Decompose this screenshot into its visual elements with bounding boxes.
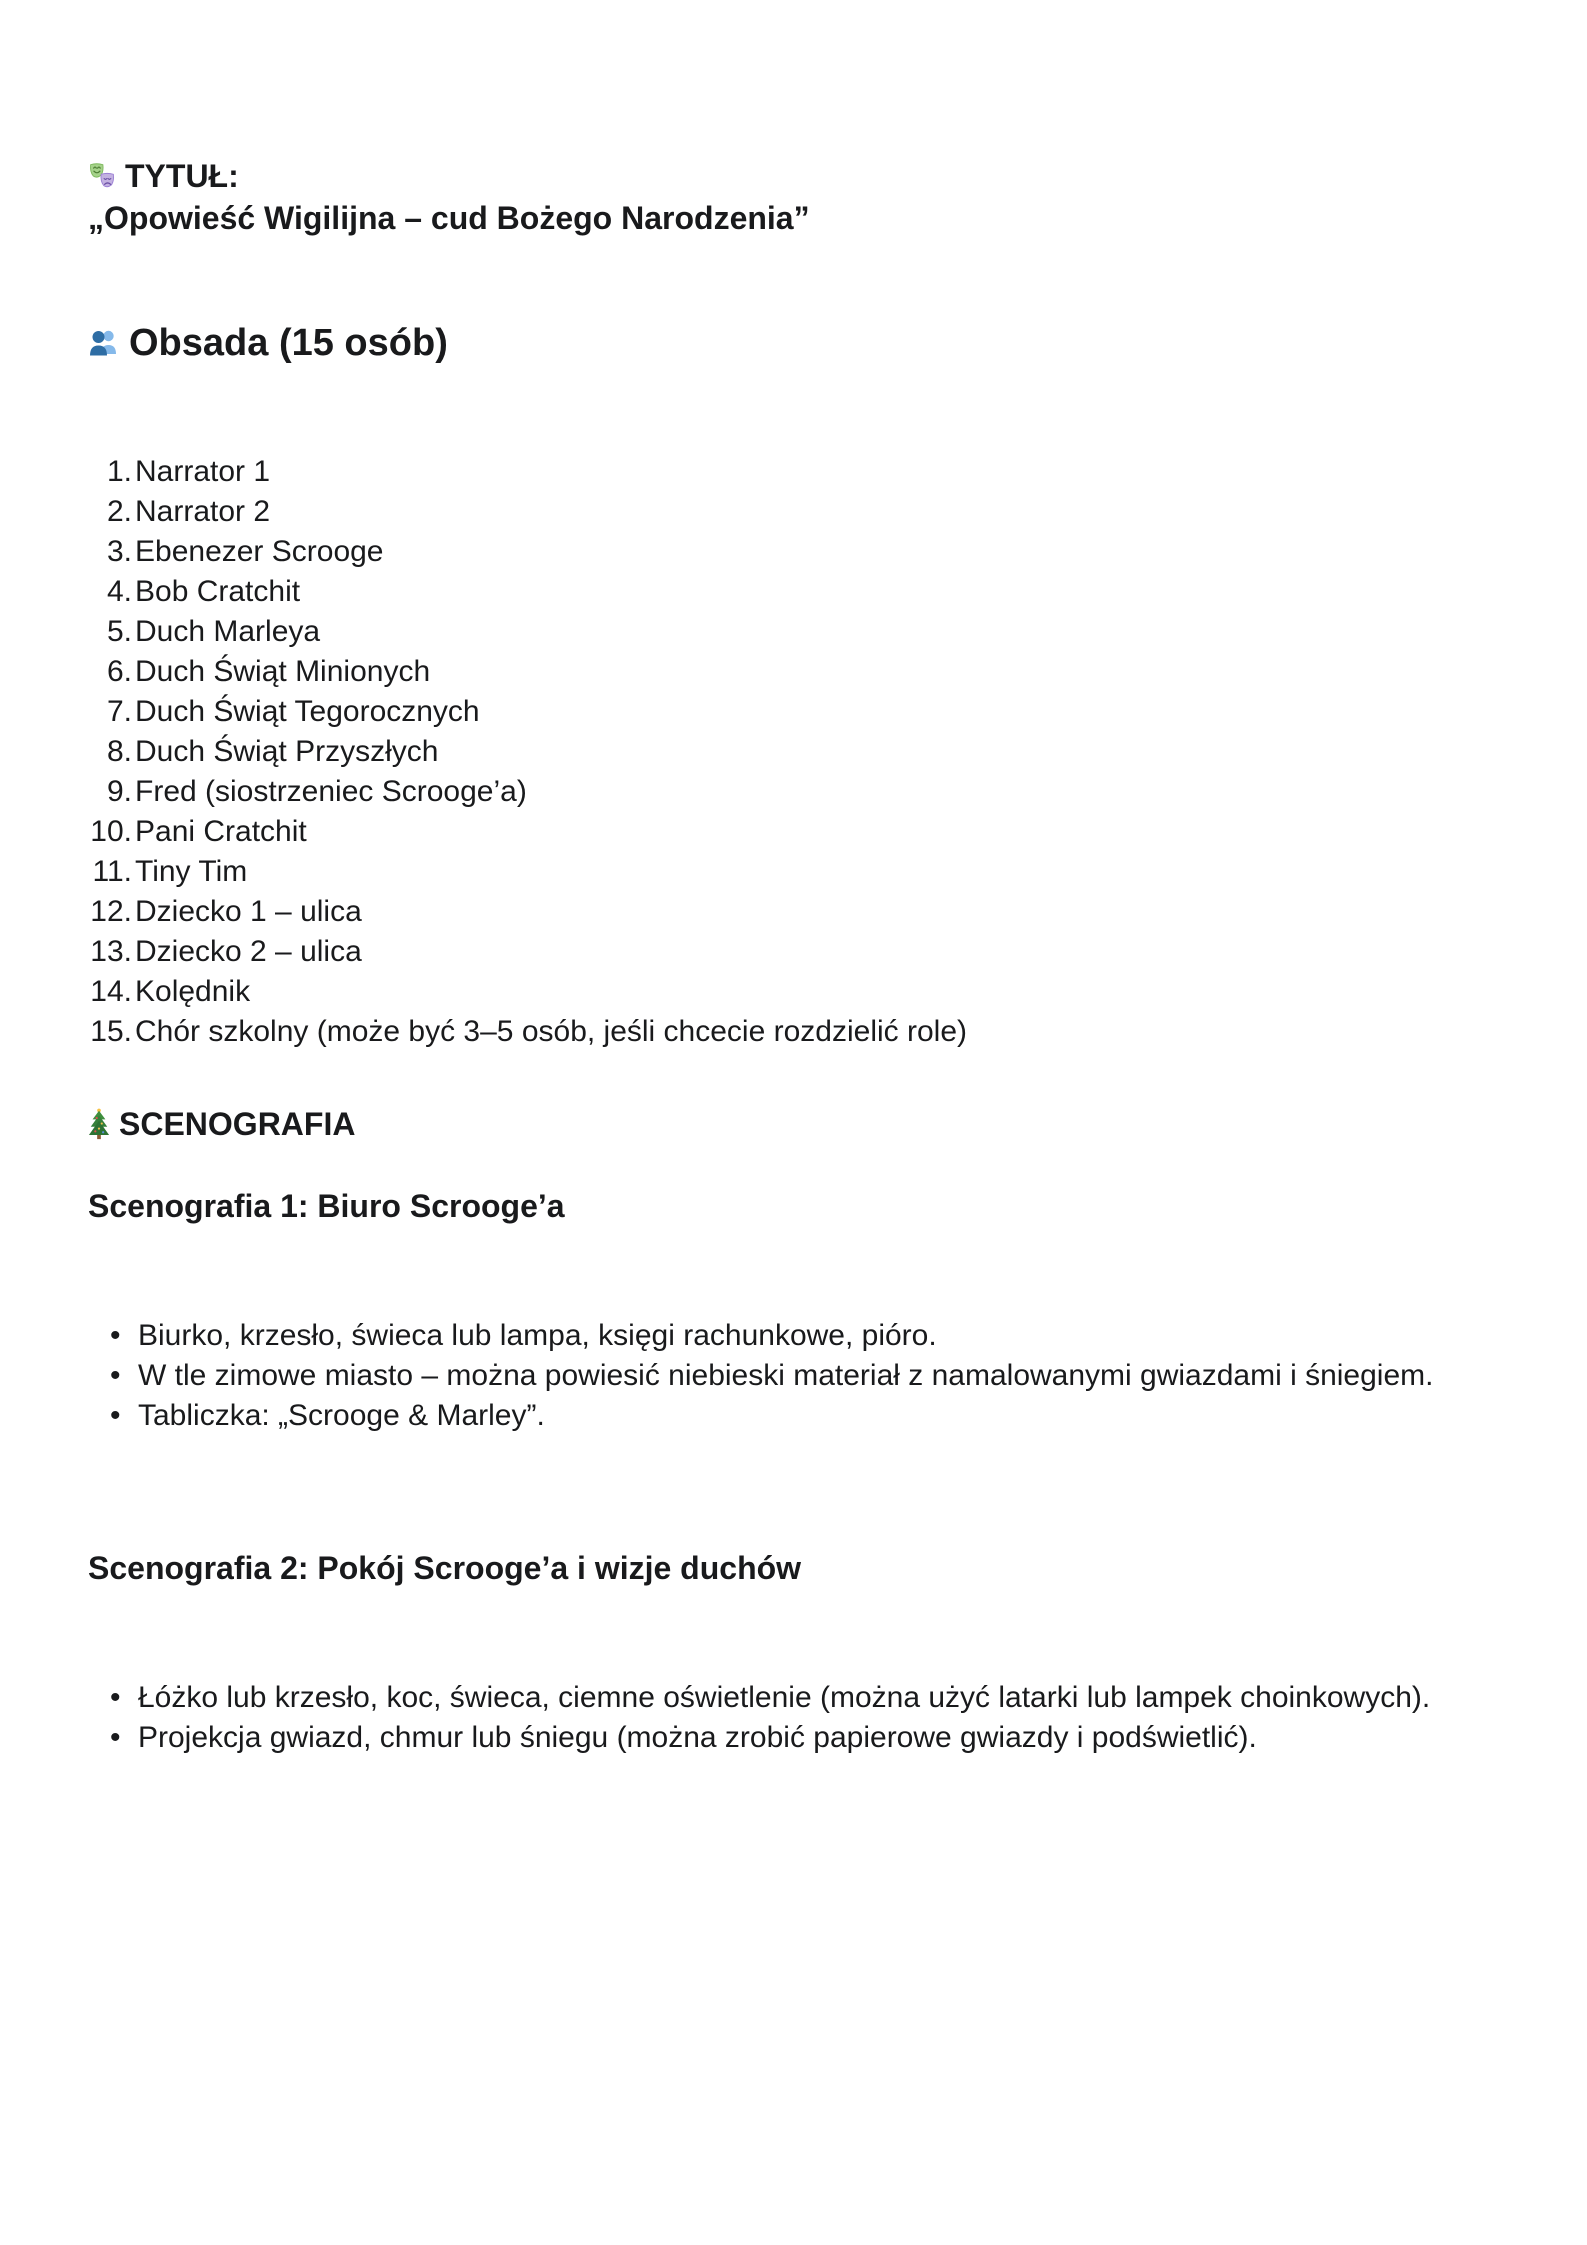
play-title: „Opowieść Wigilijna – cud Bożego Narodzenia” xyxy=(88,200,810,236)
cast-heading-label: Obsada (15 osób) xyxy=(129,322,448,364)
cast-member: Bob Cratchit xyxy=(135,575,301,608)
cast-member: Duch Świąt Minionych xyxy=(135,655,431,688)
title-label-row xyxy=(88,155,1527,197)
cast-member: Kolędnik xyxy=(135,975,251,1008)
scene-1-heading: Scenografia 1: Biuro Scrooge’a xyxy=(88,1188,565,1224)
cast-member: Duch Świąt Przyszłych xyxy=(135,735,439,768)
cast-member: Narrator 2 xyxy=(135,495,271,528)
theater-masks-icon xyxy=(88,162,116,190)
scenography-heading xyxy=(88,1102,1527,1146)
scene-2-heading: Scenografia 2: Pokój Scrooge’a i wizje duchów xyxy=(88,1550,802,1586)
busts-icon xyxy=(88,327,118,359)
cast-member: Dziecko 1 – ulica xyxy=(135,895,362,928)
cast-member: Pani Cratchit xyxy=(135,815,307,848)
cast-member: Tiny Tim xyxy=(135,855,248,888)
cast-member: Dziecko 2 – ulica xyxy=(135,935,362,968)
cast-list xyxy=(88,452,1527,1052)
scene-2-item: • Łóżko lub krzesło, koc, świeca, ciemne oświetlenie (można użyć latarki lub lampek choinkowych). xyxy=(88,1678,1527,1718)
scene-1-item: • Tabliczka: „Scrooge & Marley”. xyxy=(88,1396,1527,1436)
cast-member: Duch Świąt Tegorocznych xyxy=(135,695,480,728)
title-section xyxy=(88,155,1527,239)
scene-2-list xyxy=(88,1678,1527,1758)
christmas-tree-icon xyxy=(88,1107,110,1141)
scene-1-item: • W tle zimowe miasto – można powiesić niebieski materiał z namalowanymi gwiazdami i śniegiem. xyxy=(88,1356,1527,1396)
cast-member: Ebenezer Scrooge xyxy=(135,535,384,568)
cast-member: Duch Marleya xyxy=(135,615,321,648)
scene-1-list xyxy=(88,1316,1527,1436)
title-label: TYTUŁ: xyxy=(125,158,239,194)
cast-heading xyxy=(88,319,1527,367)
cast-member: Narrator 1 xyxy=(135,455,271,488)
scenography-heading-label: SCENOGRAFIA xyxy=(119,1106,356,1142)
scene-1-item: • Biurko, krzesło, świeca lub lampa, księgi rachunkowe, pióro. xyxy=(88,1316,1527,1356)
cast-member: Chór szkolny (może być 3–5 osób, jeśli chcecie rozdzielić role) xyxy=(135,1015,968,1048)
cast-member: Fred (siostrzeniec Scrooge’a) xyxy=(135,775,527,808)
scene-2-item: • Projekcja gwiazd, chmur lub śniegu (można zrobić papierowe gwiazdy i podświetlić). xyxy=(88,1718,1527,1758)
